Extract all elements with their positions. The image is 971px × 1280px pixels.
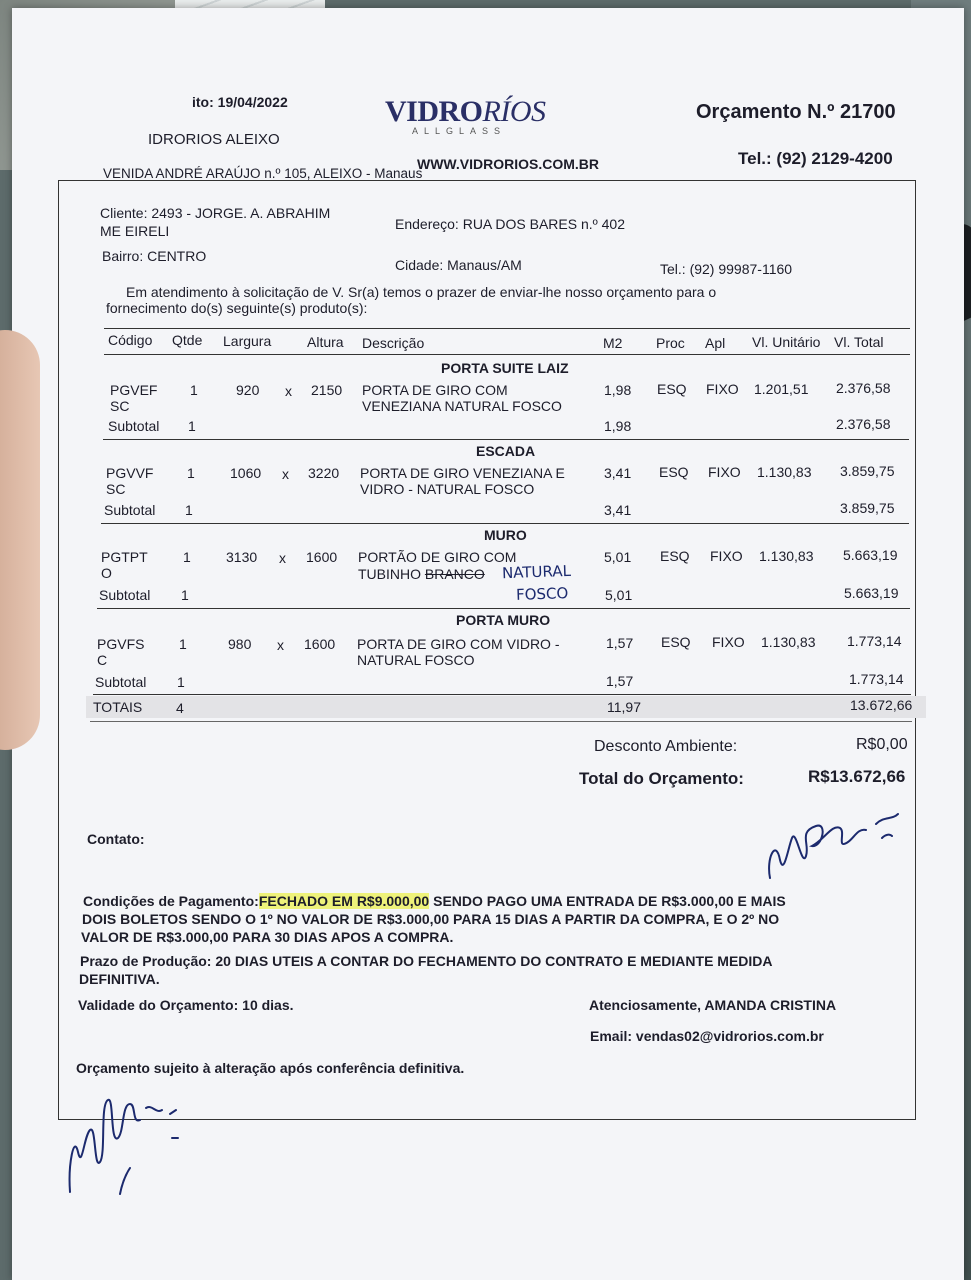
section-rule — [93, 694, 911, 695]
handwritten-note: FOSCO — [515, 584, 569, 604]
section-rule — [97, 608, 910, 609]
row-code: PGVFS — [97, 636, 145, 652]
row-desc: VENEZIANA NATURAL FOSCO — [362, 398, 562, 414]
row-proc: ESQ — [661, 634, 691, 650]
row-qty: 1 — [190, 382, 198, 398]
subtotal-label: Subtotal — [108, 418, 160, 434]
row-code: PGTPT — [101, 549, 148, 565]
subtotal-label: Subtotal — [95, 674, 147, 690]
client-district: Bairro: CENTRO — [102, 248, 207, 264]
row-code: SC — [110, 398, 130, 414]
validity: Validade do Orçamento: 10 dias. — [78, 997, 294, 1013]
row-total: 2.376,58 — [836, 380, 891, 396]
client-address: Endereço: RUA DOS BARES n.º 402 — [395, 216, 626, 232]
row-height: 1600 — [304, 636, 336, 652]
discount-value: R$0,00 — [856, 736, 908, 753]
totals-rule — [90, 721, 912, 722]
row-x: x — [285, 383, 292, 399]
row-code: O — [101, 565, 112, 581]
company-name: IDRORIOS ALEIXO — [148, 131, 280, 148]
payment-line2: DOIS BOLETOS SENDO O 1º NO VALOR DE R$3.000,00 PARA 15 DIAS A PARTIR DA COMPRA, E O 2º NO — [82, 911, 780, 927]
row-m2: 5,01 — [604, 549, 632, 565]
row-unit: 1.130,83 — [757, 464, 812, 480]
row-height: 3220 — [308, 465, 340, 481]
row-apl: FIXO — [712, 634, 745, 650]
handwritten-note: NATURAL — [501, 561, 572, 583]
totals-total: 13.672,66 — [850, 697, 913, 713]
col-m2: M2 — [603, 335, 623, 351]
subtotal-label: Subtotal — [104, 502, 156, 518]
row-total: 1.773,14 — [847, 633, 902, 649]
table-top-rule — [104, 328, 910, 329]
row-desc: PORTA DE GIRO COM — [362, 382, 508, 398]
subtotal-m2: 1,57 — [606, 673, 634, 689]
row-qty: 1 — [187, 465, 195, 481]
row-desc: PORTA DE GIRO VENEZIANA E — [360, 465, 565, 481]
col-total: Vl. Total — [834, 334, 884, 350]
row-qty: 1 — [179, 636, 187, 652]
hand-finger — [0, 330, 40, 750]
row-desc: PORTA DE GIRO COM VIDRO - — [357, 636, 560, 652]
row-proc: ESQ — [657, 381, 687, 397]
total-label: Total do Orçamento: — [579, 769, 744, 788]
subtotal-m2: 1,98 — [604, 418, 632, 434]
row-m2: 1,57 — [606, 635, 634, 651]
client-line2: ME EIRELI — [100, 223, 170, 239]
struck-text: BRANCO — [424, 566, 485, 582]
section-title: ESCADA — [476, 443, 536, 459]
totals-m2: 11,97 — [607, 699, 641, 715]
row-code: C — [97, 652, 108, 668]
col-unit: Vl. Unitário — [752, 334, 821, 350]
row-desc: VIDRO - NATURAL FOSCO — [360, 481, 535, 497]
row-code: PGVVF — [106, 465, 154, 481]
subtotal-total: 5.663,19 — [844, 585, 899, 601]
col-proc: Proc — [656, 335, 685, 351]
subtotal-qty: 1 — [188, 418, 196, 434]
col-qtde: Qtde — [172, 332, 203, 348]
row-total: 5.663,19 — [843, 547, 898, 563]
subtotal-m2: 3,41 — [604, 502, 632, 518]
company-address: VENIDA ANDRÉ ARAÚJO n.º 105, ALEIXO - Manaus — [103, 166, 423, 181]
row-apl: FIXO — [710, 548, 743, 564]
row-unit: 1.130,83 — [761, 634, 816, 650]
payment-conditions: Condições de Pagamento:FECHADO EM R$9.000,00 SENDO PAGO UMA ENTRADA DE R$3.000,00 E MAIS — [83, 893, 786, 909]
intro-line2: fornecimento do(s) seguinte(s) produto(s): — [106, 300, 368, 316]
row-x: x — [277, 637, 284, 653]
subtotal-label: Subtotal — [99, 587, 151, 603]
row-apl: FIXO — [706, 381, 739, 397]
totals-qty: 4 — [176, 700, 184, 716]
payment-highlight: FECHADO EM R$9.000,00 — [258, 893, 430, 909]
section-title: PORTA SUITE LAIZ — [441, 360, 569, 376]
payment-line3: VALOR DE R$3.000,00 PARA 30 DIAS APOS A COMPRA. — [81, 929, 454, 945]
row-apl: FIXO — [708, 464, 741, 480]
date-label: ito: 19/04/2022 — [192, 94, 288, 110]
company-phone: Tel.: (92) 2129-4200 — [738, 149, 893, 168]
row-proc: ESQ — [659, 464, 689, 480]
client-phone: Tel.: (92) 99987-1160 — [660, 261, 793, 277]
col-descricao: Descrição — [362, 335, 425, 351]
subtotal-total: 1.773,14 — [849, 671, 904, 687]
row-m2: 3,41 — [604, 465, 632, 481]
discount-label: Desconto Ambiente: — [594, 738, 738, 755]
production-line1: Prazo de Produção: 20 DIAS UTEIS A CONTAR DO FECHAMENTO DO CONTRATO E MEDIANTE MEDIDA — [80, 953, 773, 969]
row-width: 3130 — [226, 549, 258, 565]
row-unit: 1.130,83 — [759, 548, 814, 564]
row-x: x — [279, 550, 286, 566]
table-header-rule — [104, 354, 910, 355]
contact-label: Contato: — [87, 831, 145, 847]
disclaimer: Orçamento sujeito à alteração após conferência definitiva. — [76, 1060, 465, 1076]
subtotal-total: 3.859,75 — [840, 500, 895, 516]
totals-label: TOTAIS — [93, 699, 143, 715]
handwritten-signature — [60, 1074, 210, 1214]
row-code: SC — [106, 481, 126, 497]
row-width: 1060 — [230, 465, 262, 481]
row-width: 920 — [236, 382, 260, 398]
total-value: R$13.672,66 — [808, 767, 906, 786]
col-codigo: Código — [108, 332, 153, 348]
intro-line1: Em atendimento à solicitação de V. Sr(a) temos o prazer de enviar-lhe nosso orçamento para o — [126, 284, 717, 300]
col-altura: Altura — [307, 334, 344, 350]
website: WWW.VIDRORIOS.COM.BR — [417, 156, 599, 172]
row-desc: TUBINHO BRANCO — [358, 566, 485, 582]
subtotal-qty: 1 — [181, 587, 189, 603]
regards: Atenciosamente, AMANDA CRISTINA — [589, 997, 837, 1013]
subtotal-qty: 1 — [185, 502, 193, 518]
row-proc: ESQ — [660, 548, 690, 564]
row-qty: 1 — [183, 549, 191, 565]
col-largura: Largura — [223, 333, 272, 349]
subtotal-total: 2.376,58 — [836, 416, 891, 432]
client-signature — [758, 798, 918, 890]
quote-title: Orçamento N.º 21700 — [696, 101, 896, 123]
section-rule — [101, 523, 909, 524]
seller-email: Email: vendas02@vidrorios.com.br — [590, 1028, 824, 1044]
section-title: PORTA MURO — [456, 612, 551, 628]
logo-tagline: ALLGLASS — [412, 126, 507, 136]
row-unit: 1.201,51 — [754, 381, 809, 397]
client-city: Cidade: Manaus/AM — [395, 257, 522, 273]
subtotal-m2: 5,01 — [605, 587, 633, 603]
row-desc: PORTÃO DE GIRO COM — [358, 549, 517, 565]
row-width: 980 — [228, 636, 252, 652]
row-total: 3.859,75 — [840, 463, 895, 479]
row-code: PGVEF — [110, 382, 158, 398]
company-logo: VIDRORÍOS — [385, 95, 546, 128]
row-height: 1600 — [306, 549, 338, 565]
totals-band — [86, 696, 926, 718]
subtotal-qty: 1 — [177, 674, 185, 690]
section-title: MURO — [484, 527, 527, 543]
row-height: 2150 — [311, 382, 343, 398]
client-line1: Cliente: 2493 - JORGE. A. ABRAHIM — [100, 205, 331, 221]
col-apl: Apl — [705, 335, 726, 351]
production-line2: DEFINITIVA. — [79, 971, 160, 987]
section-rule — [103, 439, 909, 440]
row-x: x — [282, 466, 289, 482]
row-m2: 1,98 — [604, 382, 632, 398]
row-desc: NATURAL FOSCO — [357, 652, 475, 668]
